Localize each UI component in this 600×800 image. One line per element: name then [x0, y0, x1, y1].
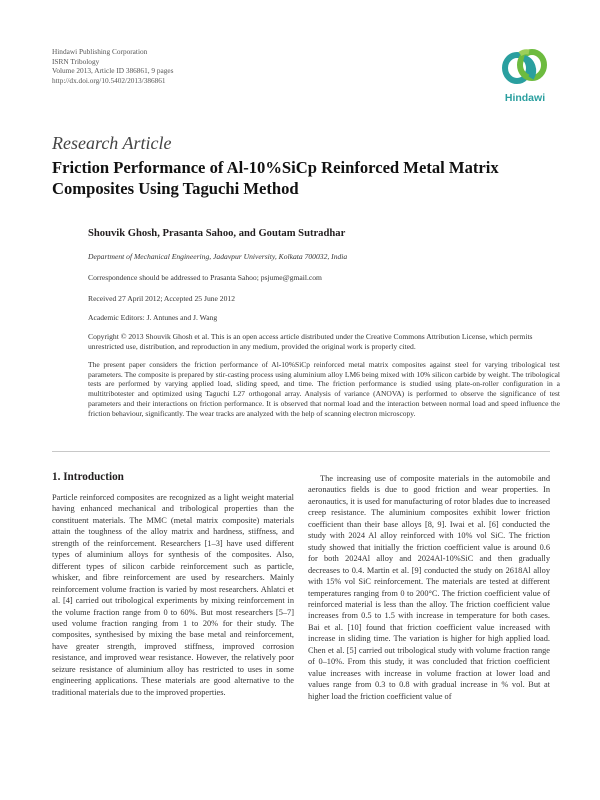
article-type: Research Article — [52, 133, 172, 153]
author-list: Shouvik Ghosh, Prasanta Sahoo, and Goutam Sutradhar — [88, 228, 346, 239]
copyright-notice: Copyright © 2013 Shouvik Ghosh et al. This is an open access article distributed under the Creative Commons Attribution License, which permits unrestricted use, distribution, and reproduction in any medium, provided the original work is properly cited. — [88, 332, 533, 351]
correspondence: Correspondence should be addressed to Prasanta Sahoo; psjume@gmail.com — [88, 273, 322, 282]
article-title: Friction Performance of Al-10%SiCp Reinforced Metal Matrix Composites Using Taguchi Method — [52, 158, 499, 198]
journal-header — [52, 47, 173, 85]
academic-editors: Academic Editors: J. Antunes and J. Wang — [88, 313, 218, 322]
body-column-right — [308, 473, 550, 702]
journal-name: ISRN Tribology — [52, 56, 100, 66]
abstract: The present paper considers the friction performance of Al-10%SiCp reinforced metal matrix composites against steel for varying tribological test parameters. The composite is prepared by stir-casting process using aluminium alloy LM6 being mixed with 10% silicon carbide by weight. The tribological tests are performed by varying applied load, sliding speed, and time. The friction performance is studied using plate-on-roller configuration in a multitribotester and optimized using Taguchi L27 orthogonal array. Analysis of variance (ANOVA) is performed to observe the significance of test parameters and their interactions on friction performance. It is observed that normal load and the interaction between normal load and speed influence the friction behaviour, significantly. The wear tracks are analyzed with the help of scanning electron microscopy. — [88, 360, 560, 418]
affiliation: Department of Mechanical Engineering, Jadavpur University, Kolkata 700032, India — [88, 252, 348, 261]
hindawi-logo — [498, 41, 552, 105]
publisher-line: Hindawi Publishing Corporation — [52, 47, 148, 56]
hindawi-rings-icon — [498, 41, 552, 91]
section-divider — [52, 451, 550, 452]
doi-link[interactable]: http://dx.doi.org/10.5402/2013/386861 — [52, 75, 166, 85]
received-dates: Received 27 April 2012; Accepted 25 June 2012 — [88, 294, 235, 303]
volume-info: Volume 2013, Article ID 386861, 9 pages — [52, 66, 174, 76]
section-heading: 1. Introduction — [52, 471, 124, 483]
intro-paragraph-1: Particle reinforced composites are recognized as a light weight material having enhanced mechanical and tribological properties than the constituent materials. The MMC (metal matrix composite) materials attain the toughness of the alloy matrix and hardness, stiffness, and strength of the reinforcement. Researchers [1–3] have used different types of aluminium alloys for synthesis of the composites. Also, different types of silicon carbide reinforcement such as particle, whisker, and fibre reinforcement are used by researchers. Mainly reinforcement volume fraction is varied by most researchers. Ahlatci et al. [4] carried out tribological experiments by mixing reinforcement in the volume fraction range from 0 to 60%. But most researchers [5–7] used volume fraction ranging from 1 to 20% for their study. The composites, synthesised by mixing the base metal and reinforcement, have greater strength, improved stiffness, improved corrosion resistance, and improved wear resistance. However, the relatively poor seizure resistance of aluminium alloy has restricted to uses in some engineering applications. These materials are good alternative to the traditional materials due to the improved properties. — [52, 493, 294, 697]
intro-paragraph-2: The increasing use of composite materials in the automobile and aeronautics fields is due to good friction and wear properties. In aeronautics, it is used for manufacturing of rotor blades due to increased creep resistance. The aluminium composites exhibit lower friction coefficient than their base alloys [8, 9]. Iwai et al. [6] conducted the study with 2024 Al alloy reinforced with 10% vol SiC. The friction study showed that initially the friction coefficient value is around 0.6 for both 2024Al alloy and 2024Al-10%SiC and then gradually decreases to 0.4. Martin et al. [9] conducted the study on 2618Al alloy with 15% vol SiC reinforcement. The materials are tested at different temperatures ranging from 0 to 200°C. The friction coefficient value of reinforced material is less than the alloy. The friction coefficient value increases from 0.5 to 1.5 with increase in temperature for both cases. Bai et al. [10] found that friction coefficient value increased with increase in sliding time. The variation is higher for high applied load. Chen et al. [5] carried out tribological study with volume fraction range of 0–10%. From this study, it was concluded that friction coefficient value increases with increase in volume fraction at lower load and values range from 0.3 to 0.8 with gradual increase in % vol. But at higher load the friction coefficient value of — [308, 474, 550, 701]
logo-text: Hindawi — [504, 92, 546, 104]
body-column-left — [52, 492, 294, 698]
